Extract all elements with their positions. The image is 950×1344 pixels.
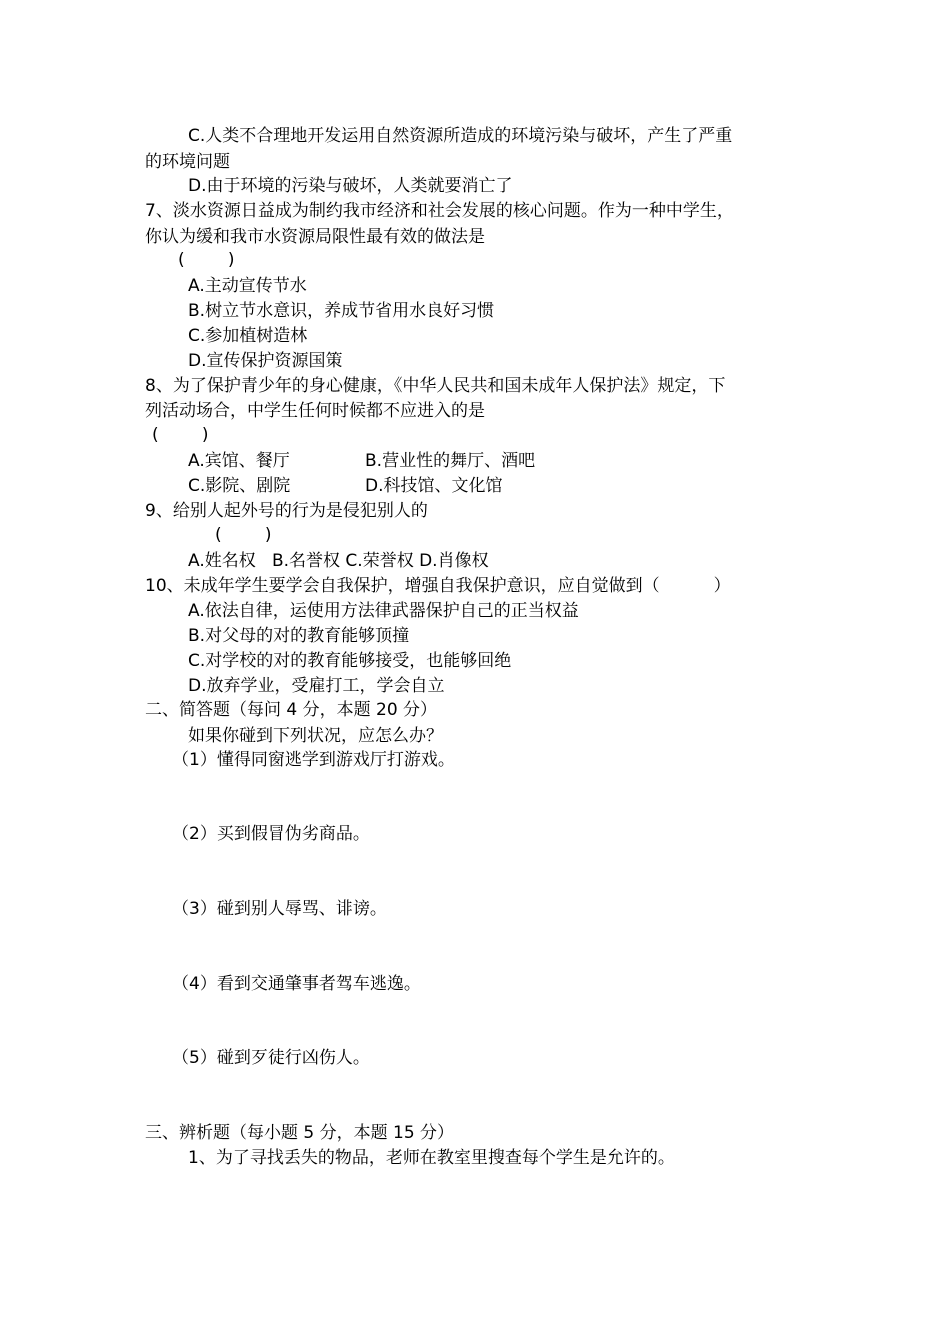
- q7-option-b: B.树立节水意识，养成节省用水良好习惯: [188, 301, 495, 321]
- section2-item-3: （3）碰到别人辱骂、诽谤。: [172, 899, 387, 919]
- q8-stem-line1: 8、为了保护青少年的身心健康，《中华人民共和国未成年人保护法》规定，下: [145, 376, 726, 396]
- q9-answer-blank: ( ): [215, 525, 272, 545]
- q7-option-a: A.主动宣传节水: [188, 276, 307, 296]
- q7-option-d: D.宣传保护资源国策: [188, 351, 343, 371]
- q10-option-b: B.对父母的对的教育能够顶撞: [188, 626, 410, 646]
- q9-options: A.姓名权 B.名誉权 C.荣誉权 D.肖像权: [188, 551, 489, 571]
- q10-option-d: D.放弃学业，受雇打工，学会自立: [188, 676, 445, 696]
- q8-option-a: A.宾馆、餐厅: [188, 451, 290, 471]
- q7-stem-line1: 7、淡水资源日益成为制约我市经济和社会发展的核心问题。作为一种中学生，: [145, 201, 734, 221]
- q6-option-d: D.由于环境的污染与破坏，人类就要消亡了: [188, 176, 513, 196]
- section3-heading: 三、辨析题（每小题 5 分，本题 15 分）: [145, 1123, 455, 1143]
- q7-stem-line2: 你认为缓和我市水资源局限性最有效的做法是: [145, 227, 485, 247]
- q10-stem: 10、未成年学生要学会自我保护，增强自我保护意识，应自觉做到（ ）: [145, 576, 731, 596]
- q7-answer-blank: ( ): [178, 250, 235, 270]
- q10-option-c: C.对学校的对的教育能够接受，也能够回绝: [188, 651, 512, 671]
- section2-item-4: （4）看到交通肇事者驾车逃逸。: [172, 974, 421, 994]
- section2-item-1: （1）懂得同窗逃学到游戏厅打游戏。: [172, 750, 455, 770]
- section2-intro: 如果你碰到下列状况，应怎么办？: [188, 726, 443, 746]
- section2-item-2: （2）买到假冒伪劣商品。: [172, 824, 370, 844]
- q8-answer-blank: ( ): [152, 425, 209, 445]
- q8-option-c: C.影院、剧院: [188, 476, 291, 496]
- q8-option-b: B.营业性的舞厅、酒吧: [365, 451, 536, 471]
- q7-option-c: C.参加植树造林: [188, 326, 308, 346]
- q6-option-c-line2: 的环境问题: [145, 152, 230, 172]
- q8-option-d: D.科技馆、文化馆: [365, 476, 503, 496]
- q6-option-c-line1: C.人类不合理地开发运用自然资源所造成的环境污染与破坏，产生了严重: [188, 126, 733, 146]
- q10-option-a: A.依法自律，运使用方法律武器保护自己的正当权益: [188, 601, 579, 621]
- section2-heading: 二、简答题（每问 4 分，本题 20 分）: [145, 700, 438, 720]
- q8-stem-line2: 列活动场合，中学生任何时候都不应进入的是: [145, 401, 485, 421]
- q9-stem: 9、给别人起外号的行为是侵犯别人的: [145, 501, 428, 521]
- section2-item-5: （5）碰到歹徒行凶伤人。: [172, 1048, 370, 1068]
- section3-item-1: 1、为了寻找丢失的物品，老师在教室里搜查每个学生是允许的。: [188, 1148, 675, 1168]
